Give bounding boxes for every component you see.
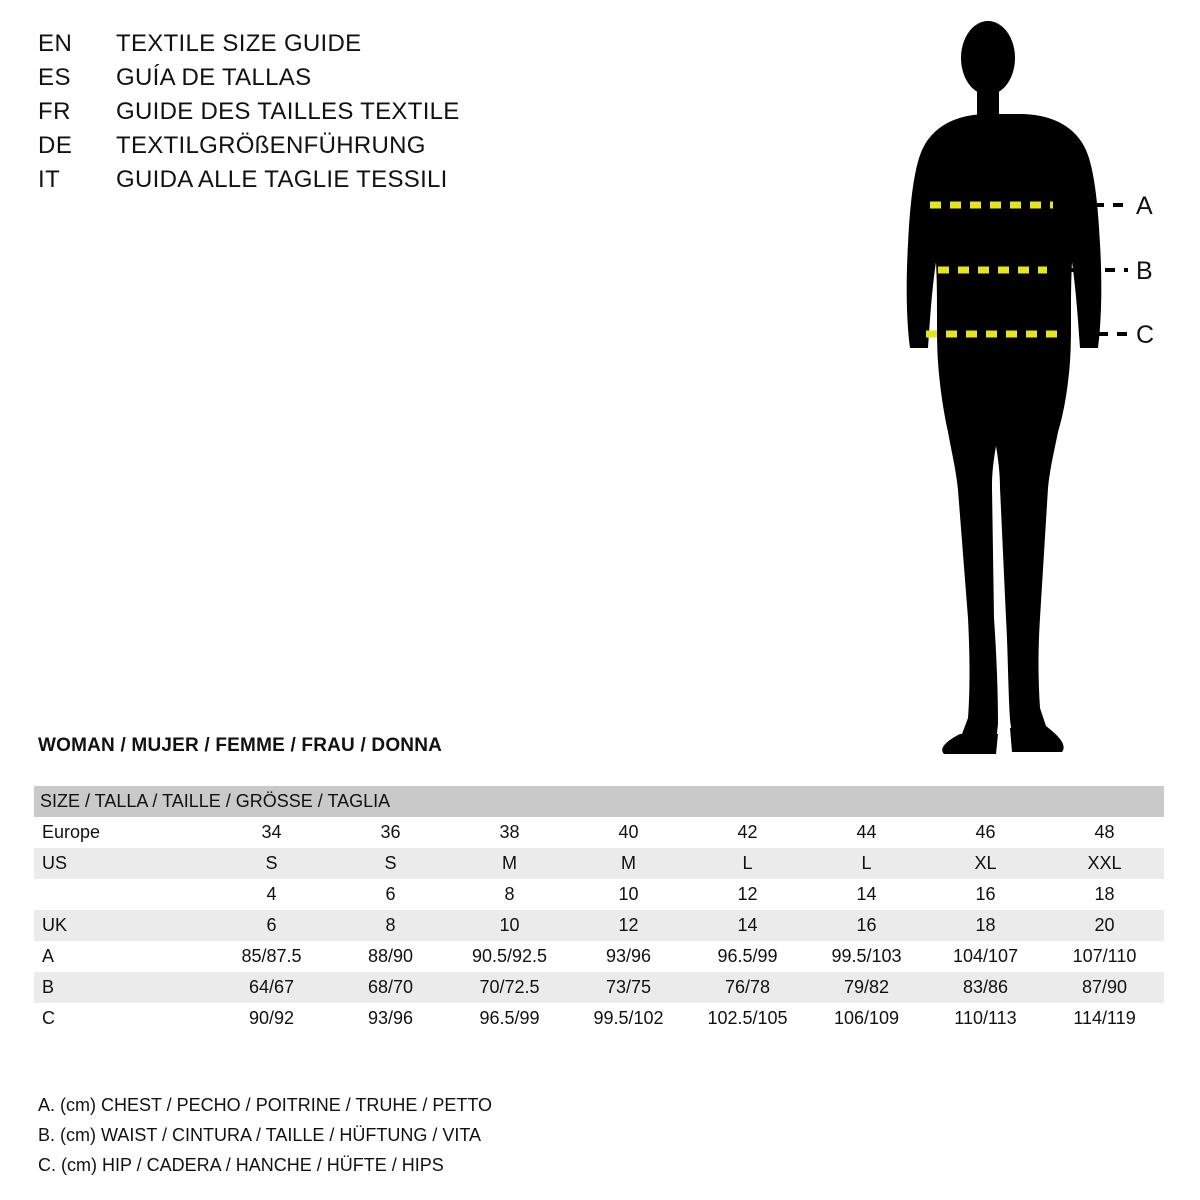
cell: 20	[1045, 910, 1164, 941]
cell: 73/75	[569, 972, 688, 1003]
row-label-c: C	[34, 1003, 212, 1034]
cell: 64/67	[212, 972, 331, 1003]
cell: 14	[688, 910, 807, 941]
size-table	[34, 786, 1164, 1034]
cell: 88/90	[331, 941, 450, 972]
cell: 6	[212, 910, 331, 941]
cell: 40	[569, 817, 688, 848]
row-label-europe: Europe	[34, 817, 212, 848]
silhouette-body-shape	[907, 21, 1102, 754]
cell: 46	[926, 817, 1045, 848]
cell: 99.5/102	[569, 1003, 688, 1034]
table-header-row	[34, 786, 1164, 817]
cell: 93/96	[569, 941, 688, 972]
title-text-es: GUÍA DE TALLAS	[116, 64, 312, 91]
cell: 99.5/103	[807, 941, 926, 972]
row-label-a: A	[34, 941, 212, 972]
cell: 93/96	[331, 1003, 450, 1034]
cell: XXL	[1045, 848, 1164, 879]
section-caption-woman: WOMAN / MUJER / FEMME / FRAU / DONNA	[38, 735, 443, 756]
cell: M	[569, 848, 688, 879]
cell: 96.5/99	[688, 941, 807, 972]
table-row	[34, 941, 1164, 972]
cell: 70/72.5	[450, 972, 569, 1003]
language-code-fr: FR	[38, 98, 71, 125]
cell: 90/92	[212, 1003, 331, 1034]
row-label-b: B	[34, 972, 212, 1003]
cell: 36	[331, 817, 450, 848]
cell: 114/119	[1045, 1003, 1164, 1034]
title-text-de: TEXTILGRÖßENFÜHRUNG	[116, 132, 426, 159]
cell: 14	[807, 879, 926, 910]
row-label-us: US	[34, 848, 212, 879]
language-code-en: EN	[38, 30, 73, 57]
cell: M	[450, 848, 569, 879]
cell: S	[331, 848, 450, 879]
measure-label-a: A	[1136, 192, 1153, 220]
footnote-a: A. (cm) CHEST / PECHO / POITRINE / TRUHE / PETTO	[38, 1095, 493, 1115]
cell: XL	[926, 848, 1045, 879]
table-row	[34, 910, 1164, 941]
language-code-it: IT	[38, 166, 61, 193]
cell: 87/90	[1045, 972, 1164, 1003]
cell: 38	[450, 817, 569, 848]
cell: 76/78	[688, 972, 807, 1003]
title-row-en	[38, 30, 598, 64]
cell: 12	[569, 910, 688, 941]
cell: 110/113	[926, 1003, 1045, 1034]
size-table-container	[34, 786, 1164, 1034]
cell: 16	[807, 910, 926, 941]
language-code-es: ES	[38, 64, 72, 91]
cell: 4	[212, 879, 331, 910]
cell: 42	[688, 817, 807, 848]
cell: 79/82	[807, 972, 926, 1003]
cell: 10	[450, 910, 569, 941]
cell: 90.5/92.5	[450, 941, 569, 972]
title-row-fr	[38, 98, 598, 132]
cell: S	[212, 848, 331, 879]
measure-label-b: B	[1136, 257, 1153, 285]
cell: L	[807, 848, 926, 879]
cell: 18	[926, 910, 1045, 941]
silhouette-svg	[840, 18, 1180, 758]
row-label-us-numeric	[34, 879, 212, 910]
cell: 44	[807, 817, 926, 848]
table-row	[34, 1003, 1164, 1034]
cell: 102.5/105	[688, 1003, 807, 1034]
table-row	[34, 879, 1164, 910]
language-title-block	[38, 30, 598, 200]
cell: 10	[569, 879, 688, 910]
table-row	[34, 848, 1164, 879]
title-text-en: TEXTILE SIZE GUIDE	[116, 30, 362, 57]
title-text-it: GUIDA ALLE TAGLIE TESSILI	[116, 166, 448, 193]
row-label-uk: UK	[34, 910, 212, 941]
cell: 12	[688, 879, 807, 910]
cell: 8	[450, 879, 569, 910]
cell: 83/86	[926, 972, 1045, 1003]
cell: 48	[1045, 817, 1164, 848]
cell: 34	[212, 817, 331, 848]
cell: L	[688, 848, 807, 879]
table-row	[34, 817, 1164, 848]
title-row-es	[38, 64, 598, 98]
cell: 106/109	[807, 1003, 926, 1034]
table-header-label: SIZE / TALLA / TAILLE / GRÖSSE / TAGLIA	[34, 786, 1164, 817]
cell: 107/110	[1045, 941, 1164, 972]
footnote-b: B. (cm) WAIST / CINTURA / TAILLE / HÜFTUNG / VITA	[38, 1125, 482, 1145]
cell: 8	[331, 910, 450, 941]
table-row	[34, 972, 1164, 1003]
cell: 16	[926, 879, 1045, 910]
measurement-legend	[38, 1090, 738, 1180]
language-code-de: DE	[38, 132, 73, 159]
title-text-fr: GUIDE DES TAILLES TEXTILE	[116, 98, 460, 125]
cell: 6	[331, 879, 450, 910]
title-row-de	[38, 132, 598, 166]
measure-label-c: C	[1136, 321, 1155, 349]
female-silhouette-figure	[840, 18, 1180, 758]
cell: 85/87.5	[212, 941, 331, 972]
cell: 96.5/99	[450, 1003, 569, 1034]
cell: 104/107	[926, 941, 1045, 972]
cell: 68/70	[331, 972, 450, 1003]
footnote-c: C. (cm) HIP / CADERA / HANCHE / HÜFTE / HIPS	[38, 1155, 444, 1175]
title-row-it	[38, 166, 598, 200]
cell: 18	[1045, 879, 1164, 910]
